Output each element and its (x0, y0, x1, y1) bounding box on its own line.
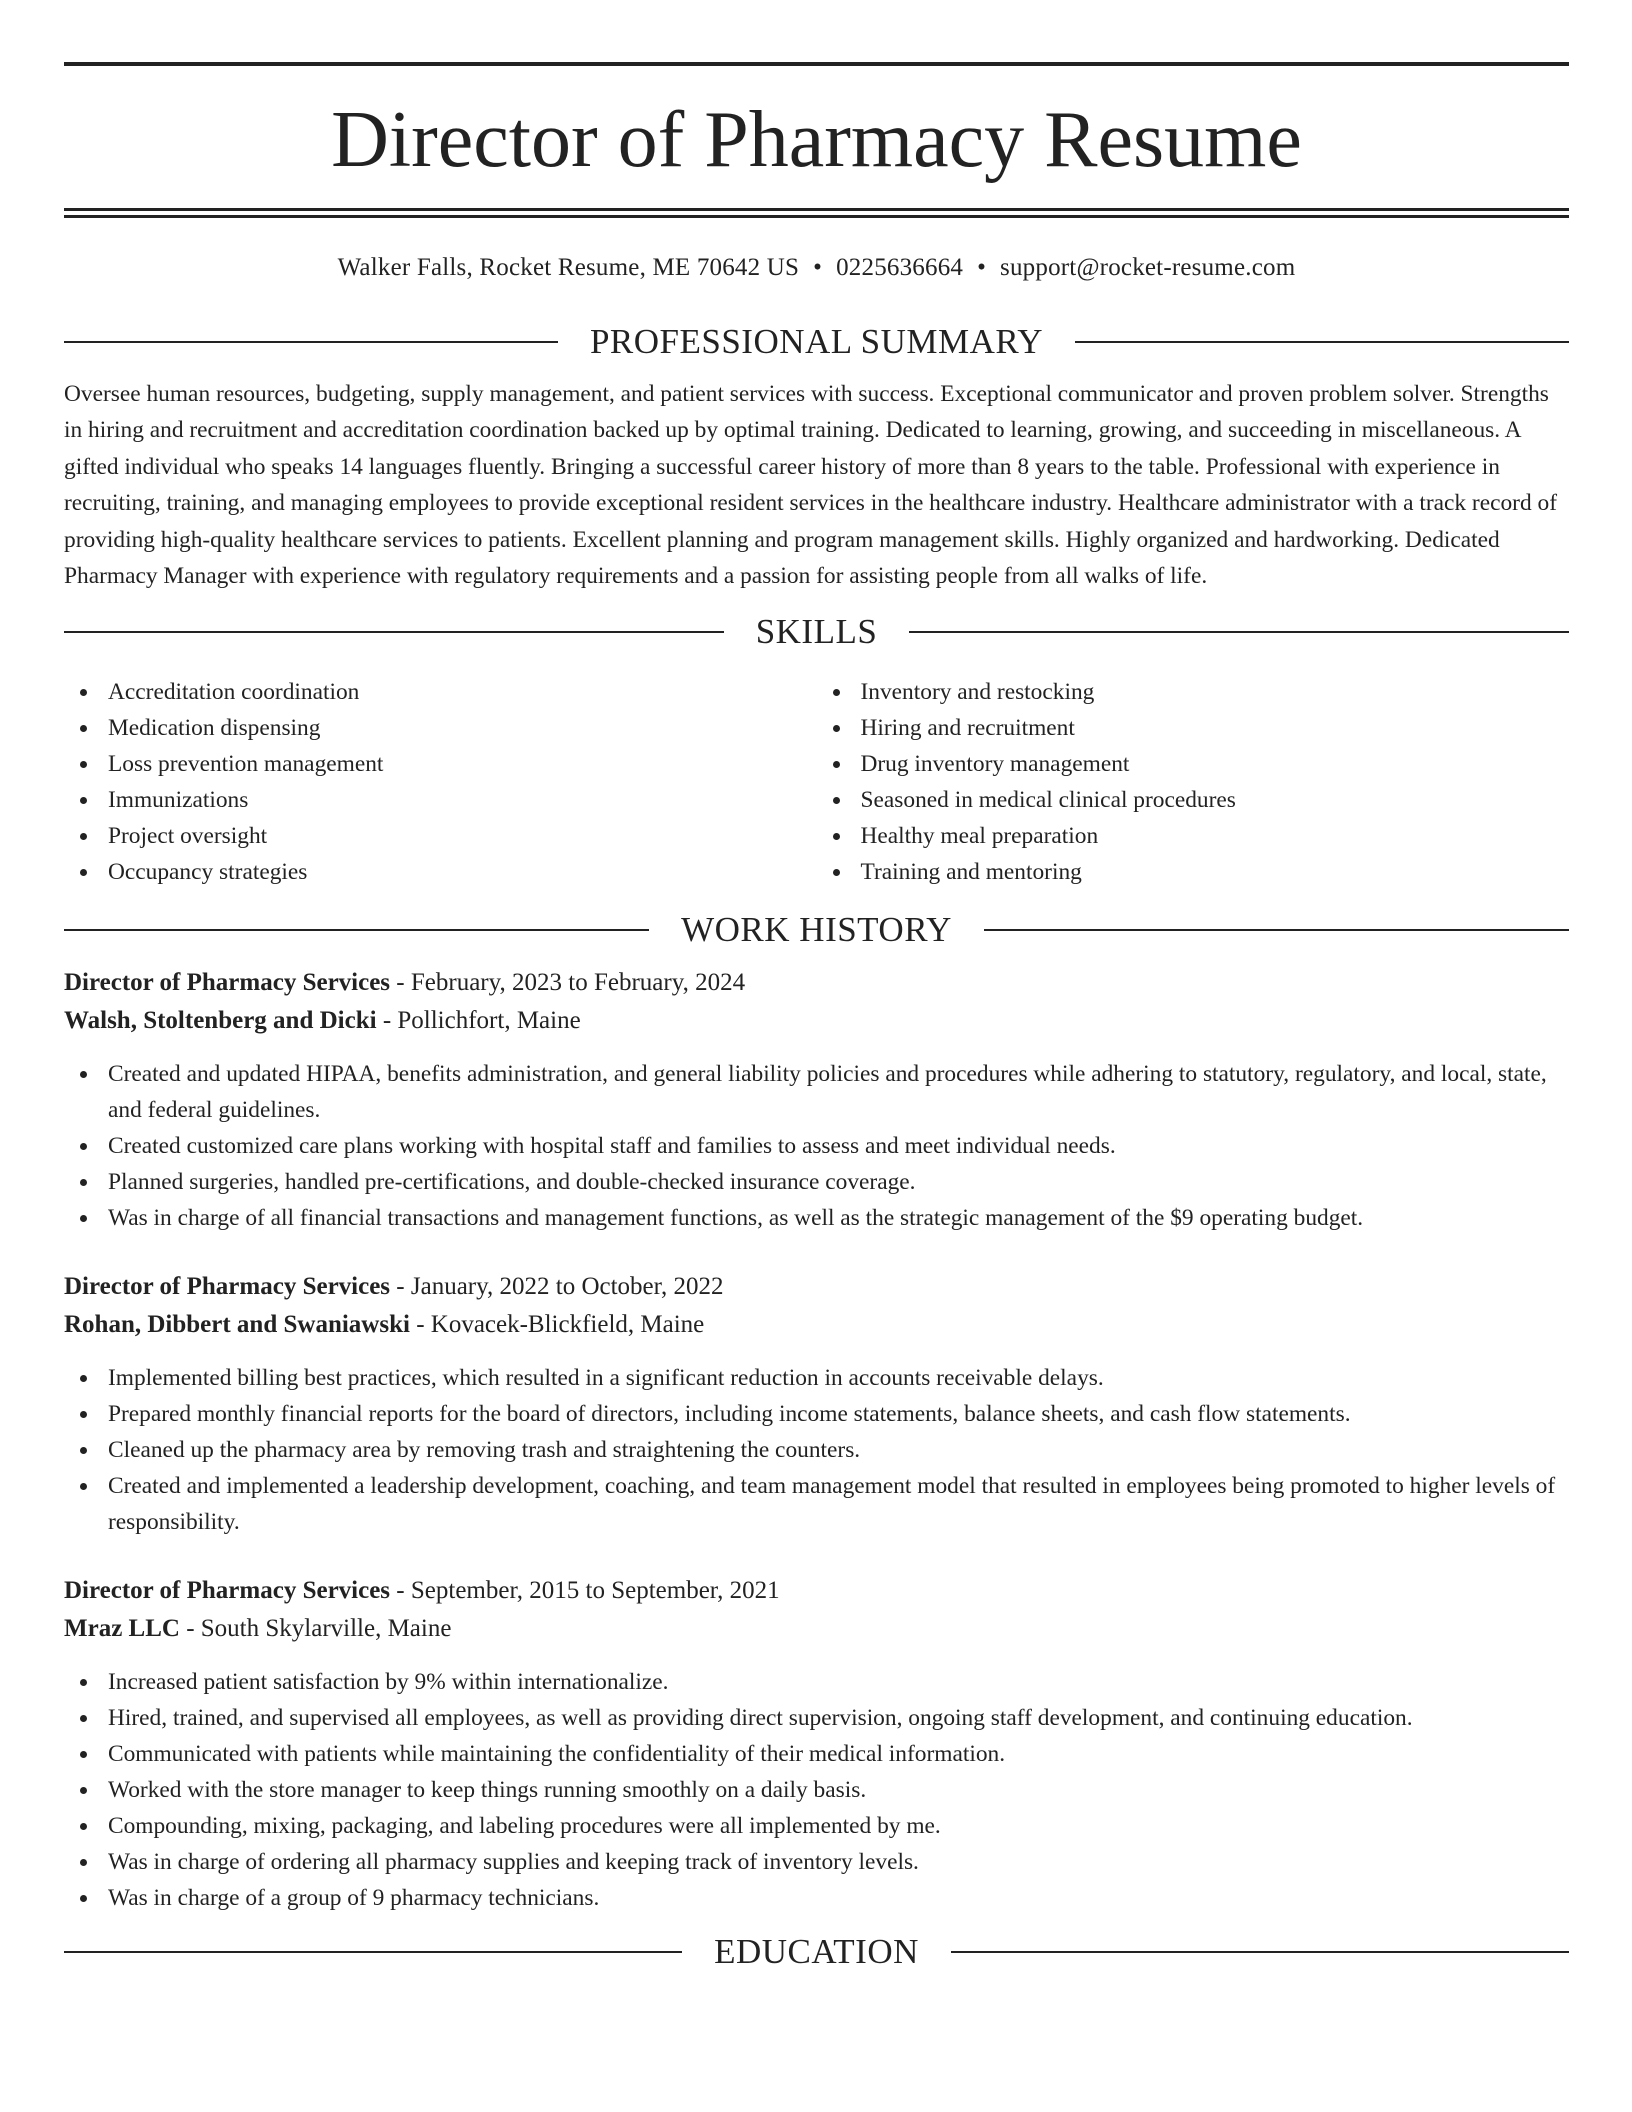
job-bullet: Cleaned up the pharmacy area by removing trash and straightening the counters. (64, 1432, 1569, 1468)
heading-rule (984, 929, 1569, 931)
skill-item: Medication dispensing (64, 710, 817, 746)
skill-item: Hiring and recruitment (817, 710, 1570, 746)
job-bullets (64, 1664, 1569, 1916)
heading-rule (64, 631, 724, 633)
job-company: Mraz LLC (64, 1615, 180, 1643)
job-company-line (64, 1306, 1569, 1344)
job-bullet: Created customized care plans working with hospital staff and families to assess and meet individual needs. (64, 1128, 1569, 1164)
heading-rule (909, 631, 1569, 633)
job-title: Director of Pharmacy Services (64, 1273, 391, 1301)
section-heading-summary (64, 322, 1569, 362)
skill-item: Accreditation coordination (64, 674, 817, 710)
contact-phone: 0225636664 (836, 254, 964, 281)
job-company-line (64, 1610, 1569, 1648)
job-bullet: Created and implemented a leadership development, coaching, and team management model that resulted in employees being promoted to higher levels of responsibility. (64, 1468, 1569, 1540)
heading-rule (64, 929, 649, 931)
contact-email: support@rocket-resume.com (1000, 254, 1296, 281)
skill-item: Training and mentoring (817, 854, 1570, 890)
job-company: Walsh, Stoltenberg and Dicki (64, 1007, 377, 1035)
skill-item: Seasoned in medical clinical procedures (817, 782, 1570, 818)
job-bullets (64, 1056, 1569, 1236)
job-title-line (64, 1268, 1569, 1306)
skills-column-right (817, 674, 1570, 890)
job-entry (64, 1268, 1569, 1540)
heading-rule (64, 1951, 682, 1953)
job-bullet: Created and updated HIPAA, benefits administration, and general liability policies and procedures while adhering to statutory, regulatory, and local, state, and federal guidelines. (64, 1056, 1569, 1128)
skill-item: Immunizations (64, 782, 817, 818)
job-location: - Pollichfort, Maine (376, 1007, 581, 1035)
skill-item: Occupancy strategies (64, 854, 817, 890)
job-company: Rohan, Dibbert and Swaniawski (64, 1311, 410, 1339)
skill-item: Healthy meal preparation (817, 818, 1570, 854)
heading-rule (1075, 341, 1569, 343)
job-company-line (64, 1002, 1569, 1040)
job-bullet: Implemented billing best practices, which resulted in a significant reduction in accounts receivable delays. (64, 1360, 1569, 1396)
section-heading-skills (64, 612, 1569, 652)
job-entry (64, 964, 1569, 1236)
contact-separator: • (977, 254, 987, 281)
section-heading-education (64, 1932, 1569, 1972)
resume-page (64, 62, 1569, 1972)
job-title-line (64, 1572, 1569, 1610)
title-double-rule (64, 208, 1569, 218)
contact-line (64, 254, 1569, 290)
contact-separator: • (813, 254, 823, 281)
page-title: Director of Pharmacy Resume (331, 96, 1302, 184)
job-bullets (64, 1360, 1569, 1540)
job-bullet: Worked with the store manager to keep things running smoothly on a daily basis. (64, 1772, 1569, 1808)
job-dates: - February, 2023 to February, 2024 (390, 969, 746, 997)
section-title: SKILLS (755, 612, 878, 652)
job-bullet: Was in charge of a group of 9 pharmacy technicians. (64, 1880, 1569, 1916)
job-bullet: Communicated with patients while maintaining the confidentiality of their medical information. (64, 1736, 1569, 1772)
job-title: Director of Pharmacy Services (64, 1577, 391, 1605)
job-location: - Kovacek-Blickfield, Maine (409, 1311, 705, 1339)
contact-address: Walker Falls, Rocket Resume, ME 70642 US (337, 254, 800, 281)
job-location: - South Skylarville, Maine (179, 1615, 452, 1643)
skill-item: Loss prevention management (64, 746, 817, 782)
heading-rule (951, 1951, 1569, 1953)
section-title: PROFESSIONAL SUMMARY (589, 322, 1044, 361)
job-bullet: Hired, trained, and supervised all employees, as well as providing direct supervision, ongoing staff development, and continuing education. (64, 1700, 1569, 1736)
job-title-line (64, 964, 1569, 1002)
job-title: Director of Pharmacy Services (64, 969, 391, 997)
job-bullet: Was in charge of all financial transactions and management functions, as well as the strategic management of the $9 operating budget. (64, 1200, 1569, 1236)
job-bullet: Compounding, mixing, packaging, and labeling procedures were all implemented by me. (64, 1808, 1569, 1844)
job-bullet: Increased patient satisfaction by 9% within internationalize. (64, 1664, 1569, 1700)
skill-item: Project oversight (64, 818, 817, 854)
job-dates: - September, 2015 to September, 2021 (390, 1577, 780, 1605)
job-bullet: Planned surgeries, handled pre-certifications, and double-checked insurance coverage. (64, 1164, 1569, 1200)
job-dates: - January, 2022 to October, 2022 (390, 1273, 724, 1301)
skill-item: Inventory and restocking (817, 674, 1570, 710)
job-bullet: Prepared monthly financial reports for the board of directors, including income statements, balance sheets, and cash flow statements. (64, 1396, 1569, 1432)
summary-text: Oversee human resources, budgeting, supply management, and patient services with success. Exceptional communicator and proven problem solver. Strengths in hiring and recruitment and accreditation coordination backed up by optimal training. Dedicated to learning, growing, and succeeding in miscellaneous. A gifted individual who speaks 14 languages fluently. Bringing a successful career history of more than 8 years to the table. Professional with experience in recruiting, training, and managing employees to provide exceptional resident services in the healthcare industry. Healthcare administrator with a track record of providing high-quality healthcare services to patients. Excellent planning and program management skills. Highly organized and hardworking. Dedicated Pharmacy Manager with experience with regulatory requirements and a passion for assisting people from all walks of life. (64, 381, 1557, 590)
heading-rule (64, 341, 558, 343)
skill-item: Drug inventory management (817, 746, 1570, 782)
skills-list (64, 674, 1569, 890)
section-title: WORK HISTORY (681, 910, 952, 950)
section-heading-work-history (64, 910, 1569, 950)
job-entry (64, 1572, 1569, 1916)
section-title: EDUCATION (714, 1932, 919, 1972)
job-bullet: Was in charge of ordering all pharmacy supplies and keeping track of inventory levels. (64, 1844, 1569, 1880)
skills-column-left (64, 674, 817, 890)
